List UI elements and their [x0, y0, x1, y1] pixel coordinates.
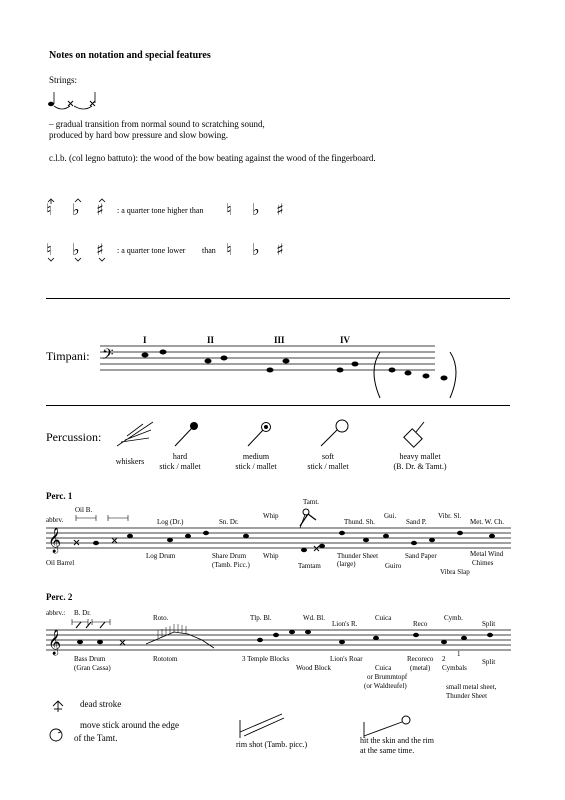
perc2-brummtopf: or Brummtopf	[367, 673, 408, 681]
divider-1	[46, 298, 510, 299]
perc2-reco: Reco	[413, 620, 428, 628]
perc1-oil-barrel: Oil Barrel	[46, 559, 75, 567]
perc2-heading: Perc. 2	[46, 592, 73, 602]
quarter-tone-lower-symbols	[44, 240, 114, 264]
perc1-tamt: Tamt.	[303, 498, 320, 506]
medium-label-1: medium	[242, 452, 270, 461]
quarter-tone-lower-reference	[224, 240, 294, 264]
perc1-sand-p: Sand P.	[406, 518, 427, 526]
perc2-roto: Roto.	[153, 614, 169, 622]
perc1-log-drum: Log Drum	[146, 552, 176, 560]
perc2-metal: (metal)	[410, 664, 431, 672]
perc2-rototom: Rototom	[153, 655, 178, 663]
perc1-abbrv: abbrv.	[46, 516, 64, 524]
perc1-large: (large)	[337, 560, 356, 568]
perc2-bass-drum: Bass Drum	[74, 655, 106, 663]
strings-clb: c.l.b. (col legno battuto): the wood of the bow beating against the wood of the fingerboard.	[49, 153, 376, 163]
svg-text:♭: ♭	[252, 200, 260, 219]
perc1-thunder-sheet: Thunder Sheet	[337, 552, 379, 560]
timpani-staff	[100, 346, 440, 386]
perc1-sn-dr: Sn. Dr.	[219, 518, 239, 526]
perc2-temple-blocks: 3 Temple Blocks	[242, 655, 290, 663]
soft-label-1: soft	[322, 452, 334, 461]
perc2-lions-r: Lion's R.	[332, 620, 358, 628]
hit-skin-line-2: at the same time.	[360, 746, 415, 755]
hit-skin-line-1: hit the skin and the rim	[360, 736, 434, 745]
perc2-cymbals-count: 2	[442, 655, 446, 663]
timpani-numeral-2: II	[207, 335, 215, 345]
perc2-gran-cassa: (Gran Cassa)	[74, 664, 111, 672]
medium-mallet-icon	[245, 420, 275, 450]
perc2-wood-block: Wood Block	[296, 664, 332, 672]
perc1-tamb-picc: (Tamb. Picc.)	[212, 561, 250, 569]
timpani-numeral-3: III	[274, 335, 285, 345]
rim-shot-label: rim shot (Tamb. picc.)	[236, 740, 308, 749]
perc1-staff	[46, 528, 516, 568]
perc2-abbrv: abbrv.:	[46, 609, 66, 617]
divider-2	[46, 405, 510, 406]
whiskers-label: whiskers	[115, 457, 145, 466]
soft-label-2: stick / mallet	[307, 462, 349, 471]
quarter-tone-lower-than: than	[202, 246, 216, 255]
perc2-b-dr: B. Dr.	[74, 609, 91, 617]
perc2-split: Split	[482, 620, 496, 628]
svg-text:𝄞: 𝄞	[48, 630, 62, 655]
perc1-oil-b: Oil B.	[75, 506, 93, 514]
strings-heading: Strings:	[49, 75, 78, 85]
perc2-tlp-bl: Tlp. Bl.	[250, 614, 272, 622]
perc1-vibr-sl: Vibr. Sl.	[438, 512, 462, 520]
timpani-numeral-1: I	[143, 335, 147, 345]
medium-label-2: stick / mallet	[235, 462, 277, 471]
svg-text:♯: ♯	[276, 240, 284, 259]
rim-shot-icon	[232, 712, 292, 740]
svg-text:𝄢: 𝄢	[102, 346, 114, 367]
svg-text:♭: ♭	[72, 200, 80, 219]
perc1-whip: Whip	[263, 512, 279, 520]
quarter-tone-higher-symbols	[44, 198, 114, 222]
strings-scratch-notation	[46, 90, 106, 112]
page-title: Notes on notation and special features	[49, 50, 211, 61]
svg-text:♯: ♯	[96, 240, 104, 259]
svg-text:♮: ♮	[226, 240, 232, 259]
quarter-tone-lower-text: : a quarter tone lower	[117, 246, 186, 255]
perc1-chimes: Chimes	[472, 559, 494, 567]
perc2-thunder-sheet: Thunder Sheet	[446, 692, 488, 700]
strings-line-1: – gradual transition from normal sound to scratching sound,	[49, 119, 265, 129]
svg-text:𝄞: 𝄞	[48, 528, 62, 553]
perc1-met-w-ch: Met. W. Ch.	[470, 518, 505, 526]
perc2-lions-roar: Lion's Roar	[330, 655, 363, 663]
perc2-recoreco: Recoreco	[407, 655, 434, 663]
perc2-waldteufel: (or Waldteufel)	[364, 682, 407, 690]
perc1-gui: Gui.	[384, 512, 397, 520]
heavy-mallet-icon	[398, 418, 438, 450]
svg-text:♮: ♮	[226, 200, 232, 219]
hard-label-2: stick / mallet	[159, 462, 201, 471]
perc2-cymb: Cymb.	[444, 614, 463, 622]
perc2-cymbals: Cymbals	[442, 664, 467, 672]
perc1-log-dr: Log (Dr.)	[157, 518, 184, 526]
heavy-label-1: heavy mallet	[399, 452, 441, 461]
percussion-label: Percussion:	[46, 430, 102, 444]
perc1-tamtam: Tamtam	[298, 562, 321, 570]
perc1-share-drum: Share Drum	[212, 552, 247, 560]
move-stick-line-2: of the Tamt.	[74, 733, 118, 743]
svg-text:♭: ♭	[72, 240, 80, 259]
soft-mallet-icon	[318, 418, 352, 450]
hard-label-1: hard	[172, 452, 188, 461]
move-stick-line-1: move stick around the edge	[80, 720, 179, 730]
heavy-label-2: (B. Dr. & Tamt.)	[393, 462, 447, 471]
timpani-label: Timpani:	[46, 349, 90, 363]
svg-text:♮: ♮	[46, 240, 52, 259]
hard-mallet-icon	[172, 420, 202, 450]
whiskers-icon	[115, 420, 155, 450]
perc2-cuica-below: Cuica	[375, 664, 392, 672]
perc1-thund-sh: Thund. Sh.	[344, 518, 375, 526]
svg-text:♯: ♯	[96, 200, 104, 219]
perc1-tamtam-mallet-icon	[296, 508, 316, 532]
perc1-guiro: Guiro	[385, 562, 402, 570]
circular-motion-icon	[48, 727, 64, 743]
quarter-tone-higher-text: : a quarter tone higher than	[117, 206, 204, 215]
perc2-small-metal-sheet: small metal sheet,	[446, 683, 497, 691]
dead-stroke-icon	[50, 696, 66, 716]
timpani-numeral-4: IV	[340, 335, 351, 345]
strings-line-2: produced by hard bow pressure and slow bowing.	[49, 130, 228, 140]
perc2-cymbal-one: 1	[457, 650, 461, 658]
perc2-wd-bl: Wd. Bl.	[303, 614, 325, 622]
quarter-tone-higher-reference	[224, 198, 294, 222]
svg-text:♮: ♮	[46, 200, 52, 219]
perc1-heading: Perc. 1	[46, 491, 73, 501]
svg-text:♭: ♭	[252, 240, 260, 259]
perc1-metal-wind: Metal Wind	[470, 550, 504, 558]
perc2-split-below: Split	[482, 658, 496, 666]
dead-stroke-label: dead stroke	[80, 699, 122, 709]
perc1-sand-paper: Sand Paper	[405, 552, 437, 560]
perc1-vibra-slap: Vibra Slap	[440, 568, 470, 576]
svg-text:♯: ♯	[276, 200, 284, 219]
perc2-cuica: Cuica	[375, 614, 392, 622]
perc1-whip-below: Whip	[263, 552, 279, 560]
